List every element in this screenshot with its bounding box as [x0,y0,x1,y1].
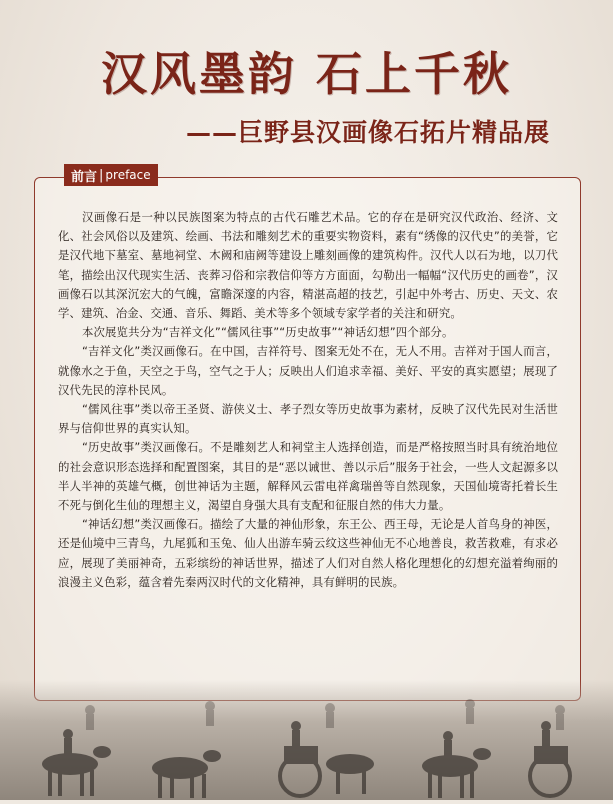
preface-paragraph: “神话幻想”类汉画像石。描绘了大量的神仙形象，东王公、西王母，无论是人首鸟身的神医，还是仙境中三青鸟，九尾狐和玉兔、仙人出游车骑云纹这些神仙无不心地善良，救苦救难，有求必应，展现了美丽神奇，五彩缤纷的神话世界，描述了人们对自然人格化理想化的幻想充溢着绚丽的浪漫主义色彩，蕴含着先秦两汉时代的文化精神，具有鲜明的民族。 [58,517,558,589]
chariot-figure [530,721,570,796]
preface-paragraph: “历史故事”类汉画像石。不是雕刻艺人和祠堂主人选择创造，而是严格按照当时具有统治地位的社会意识形态选择和配置图案，其目的是“恶以诫世、善以示后”服务于社会，一些人文起源多以半人半神的英雄气概，创世神话为主题，解释风云雷电祥禽瑞兽等自然现象，天国仙境寄托着长生不死与倒化生仙的理想主义，渴望自身强大具有支配和征服自然的伟大力量。 [58,440,558,513]
preface-paragraph: “儒风往事”类以帝王圣贤、游侠义士、孝子烈女等历史故事为素材，反映了汉代先民对生活世界与信仰世界的真实认知。 [58,402,558,436]
preface-paragraph: 汉画像石是一种以民族图案为特点的古代石雕艺术品。它的存在是研究汉代政治、经济、文化、社会风俗以及建筑、绘画、书法和雕刻艺术的重要实物资料，素有“绣像的汉代史”的美誉，它是汉代地下墓室、墓地祠堂、木阙和庙阙等建设上雕刻画像的建筑构件。汉代人以石为地，以刀代笔，描绘出汉代现实生活、丧葬习俗和宗教信仰等方方面面，勾勒出一幅幅“汉代历史的画卷”，汉画像石以其深沉宏大的气魄，富瞻深邃的内容，精湛高超的技艺，引起中外考古、历史、天文、农学、建筑、冶金、交通、音乐、舞蹈、美术等多个领域专家学者的关注和研究。 [58,210,558,321]
preface-paragraph: 本次展览共分为“吉祥文化”“儒风往事”“历史故事”“神话幻想”四个部分。 [81,325,454,340]
page-subtitle: ——巨野县汉画像石拓片精品展 [186,118,551,147]
preface-label-en: preface [105,168,151,182]
preface-label-separator: | [99,167,104,183]
preface-tab [64,164,158,186]
preface-body [58,208,558,592]
horse-rider-figure [152,750,221,798]
stone-rubbing-frieze [0,680,613,800]
chariot-figure [280,721,374,796]
horse-rider-figure [42,729,111,796]
horse-rider-figure [422,731,491,798]
preface-label-cn: 前言 [71,169,98,185]
preface-paragraph: “吉祥文化”类汉画像石。在中国，吉祥符号、图案无处不在，无人不用。吉祥对于国人而言，就像水之于鱼，天空之于鸟，空气之于人；反映出人们追求幸福、美好、平安的真实愿望；展现了汉代先民的淳朴民风。 [58,344,558,397]
rubbing-figures-illustration [0,680,613,800]
page-title: 汉风墨韵 石上千秋 [100,47,512,101]
